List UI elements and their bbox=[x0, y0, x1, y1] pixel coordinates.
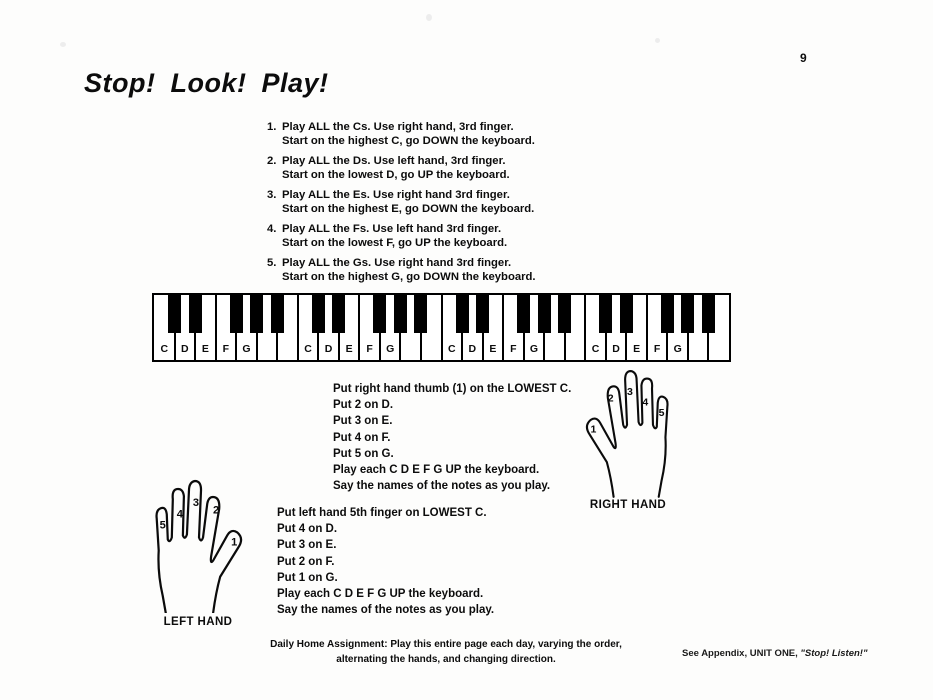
right-hand-line: Put 5 on G. bbox=[333, 447, 394, 460]
white-key-separator bbox=[707, 333, 709, 360]
white-key-label: C bbox=[447, 343, 456, 355]
white-key-label: C bbox=[591, 343, 600, 355]
white-key-label: G bbox=[386, 343, 395, 355]
left-hand-line: Play each C D E F G UP the keyboard. bbox=[277, 588, 484, 601]
black-key bbox=[599, 295, 612, 333]
daily-assignment bbox=[262, 637, 630, 667]
appendix-title: "Stop! Listen!" bbox=[800, 648, 868, 659]
left-hand-line: Put 2 on F. bbox=[277, 555, 335, 568]
black-key bbox=[168, 295, 181, 333]
instruction-line: Start on the highest E, go DOWN the keyboard. bbox=[282, 202, 535, 215]
black-key bbox=[332, 295, 345, 333]
instruction-text bbox=[280, 189, 534, 216]
instruction-item bbox=[267, 257, 536, 284]
right-hand-line: Put 4 on F. bbox=[333, 431, 391, 444]
white-key-separator bbox=[276, 333, 278, 360]
instruction-text bbox=[280, 155, 510, 182]
white-key-label: F bbox=[366, 343, 373, 355]
instructions-list bbox=[267, 121, 536, 291]
instruction-line: Start on the lowest D, go UP the keyboard. bbox=[282, 168, 510, 181]
assignment-line: alternating the hands, and changing direction. bbox=[336, 654, 556, 665]
right-hand-line: Put right hand thumb (1) on the LOWEST C. bbox=[333, 383, 572, 395]
instruction-text bbox=[280, 223, 507, 250]
black-key bbox=[414, 295, 427, 333]
white-key-label: G bbox=[673, 343, 682, 355]
left-hand-line: Say the names of the notes as you play. bbox=[277, 604, 495, 617]
scan-artifact bbox=[655, 38, 660, 43]
assignment-line: Daily Home Assignment: Play this entire page each day, varying the order, bbox=[270, 639, 622, 650]
instruction-line: Play ALL the Gs. Use right hand 3rd finger. bbox=[282, 257, 512, 269]
black-key bbox=[661, 295, 674, 333]
white-key-label: G bbox=[242, 343, 251, 355]
finger-number: 2 bbox=[607, 392, 614, 405]
left-hand-line: Put 1 on G. bbox=[277, 571, 338, 584]
black-key bbox=[230, 295, 243, 333]
right-hand-label: RIGHT HAND bbox=[589, 499, 667, 511]
white-key-label: D bbox=[612, 343, 620, 355]
white-key-separator bbox=[420, 333, 422, 360]
white-key-label: C bbox=[160, 343, 169, 355]
black-key bbox=[517, 295, 530, 333]
white-key-label: D bbox=[324, 343, 333, 355]
left-hand-instructions bbox=[277, 505, 494, 618]
finger-number: 2 bbox=[213, 504, 220, 517]
instruction-number: 3. bbox=[267, 189, 277, 201]
finger-number: 5 bbox=[159, 519, 166, 532]
left-hand-line: Put left hand 5th finger on LOWEST C. bbox=[277, 507, 487, 519]
white-key-label: C bbox=[304, 343, 312, 355]
black-key bbox=[702, 295, 715, 333]
finger-number: 1 bbox=[231, 536, 238, 549]
right-hand-line: Play each C D E F G UP the keyboard. bbox=[333, 464, 540, 477]
keyboard-diagram bbox=[152, 293, 731, 362]
page-title: Stop! Look! Play! bbox=[84, 68, 329, 98]
instruction-line: Start on the highest C, go DOWN the keyboard. bbox=[282, 134, 535, 147]
white-key-label: G bbox=[529, 343, 538, 355]
black-key bbox=[250, 295, 263, 333]
instruction-line: Start on the lowest F, go UP the keyboard. bbox=[282, 236, 508, 249]
instruction-line: Play ALL the Fs. Use left hand 3rd finger. bbox=[282, 223, 502, 235]
black-key bbox=[271, 295, 284, 333]
finger-number: 5 bbox=[658, 407, 665, 420]
instruction-text bbox=[280, 121, 535, 148]
white-key-separator bbox=[564, 333, 566, 360]
instruction-line: Play ALL the Cs. Use right hand, 3rd finger. bbox=[282, 121, 514, 133]
appendix-note bbox=[682, 648, 867, 659]
white-key-label: E bbox=[201, 343, 209, 355]
instruction-item bbox=[267, 155, 536, 182]
finger-number: 1 bbox=[590, 423, 597, 436]
right-hand-line: Say the names of the notes as you play. bbox=[333, 480, 551, 493]
black-key bbox=[189, 295, 202, 333]
finger-number: 3 bbox=[192, 497, 200, 510]
black-key bbox=[312, 295, 325, 333]
right-hand-line: Put 3 on E. bbox=[333, 415, 393, 428]
finger-number: 4 bbox=[642, 396, 649, 409]
left-hand-line: Put 3 on E. bbox=[277, 539, 337, 552]
instruction-item bbox=[267, 121, 536, 148]
right-hand-line: Put 2 on D. bbox=[333, 399, 394, 412]
scan-artifact bbox=[60, 42, 66, 47]
left-hand-figure bbox=[147, 477, 249, 613]
page-number: 9 bbox=[800, 51, 807, 65]
finger-number: 3 bbox=[626, 386, 633, 399]
instruction-number: 5. bbox=[267, 257, 277, 269]
finger-number: 4 bbox=[176, 508, 183, 521]
black-key bbox=[373, 295, 386, 333]
instruction-line: Play ALL the Es. Use right hand 3rd finger. bbox=[282, 189, 510, 201]
instruction-line: Play ALL the Ds. Use left hand, 3rd finger. bbox=[282, 155, 506, 167]
instruction-item bbox=[267, 189, 536, 216]
instruction-number: 2. bbox=[267, 155, 277, 167]
black-key bbox=[558, 295, 571, 333]
instruction-item bbox=[267, 223, 536, 250]
black-key bbox=[456, 295, 469, 333]
instruction-text bbox=[280, 257, 536, 284]
instruction-line: Start on the highest G, go DOWN the keyboard. bbox=[282, 270, 536, 283]
appendix-text: See Appendix, UNIT ONE, bbox=[682, 648, 801, 659]
black-key bbox=[620, 295, 633, 333]
black-key bbox=[476, 295, 489, 333]
instruction-number: 4. bbox=[267, 223, 277, 235]
white-key-label: E bbox=[489, 343, 497, 355]
right-hand-figure bbox=[580, 366, 676, 498]
white-key-label: F bbox=[653, 343, 661, 355]
black-key bbox=[538, 295, 551, 333]
white-key-label: D bbox=[468, 343, 477, 355]
white-key-label: E bbox=[633, 343, 641, 355]
white-key-label: F bbox=[222, 343, 230, 355]
scan-artifact bbox=[426, 14, 432, 21]
white-key-label: E bbox=[345, 343, 353, 355]
white-key-label: D bbox=[181, 343, 189, 355]
white-key-label: F bbox=[510, 343, 517, 355]
left-hand-label: LEFT HAND bbox=[163, 616, 233, 628]
black-key bbox=[681, 295, 694, 333]
black-key bbox=[394, 295, 407, 333]
right-hand-instructions bbox=[333, 381, 571, 494]
left-hand-line: Put 4 on D. bbox=[277, 523, 338, 536]
instruction-number: 1. bbox=[267, 121, 277, 133]
